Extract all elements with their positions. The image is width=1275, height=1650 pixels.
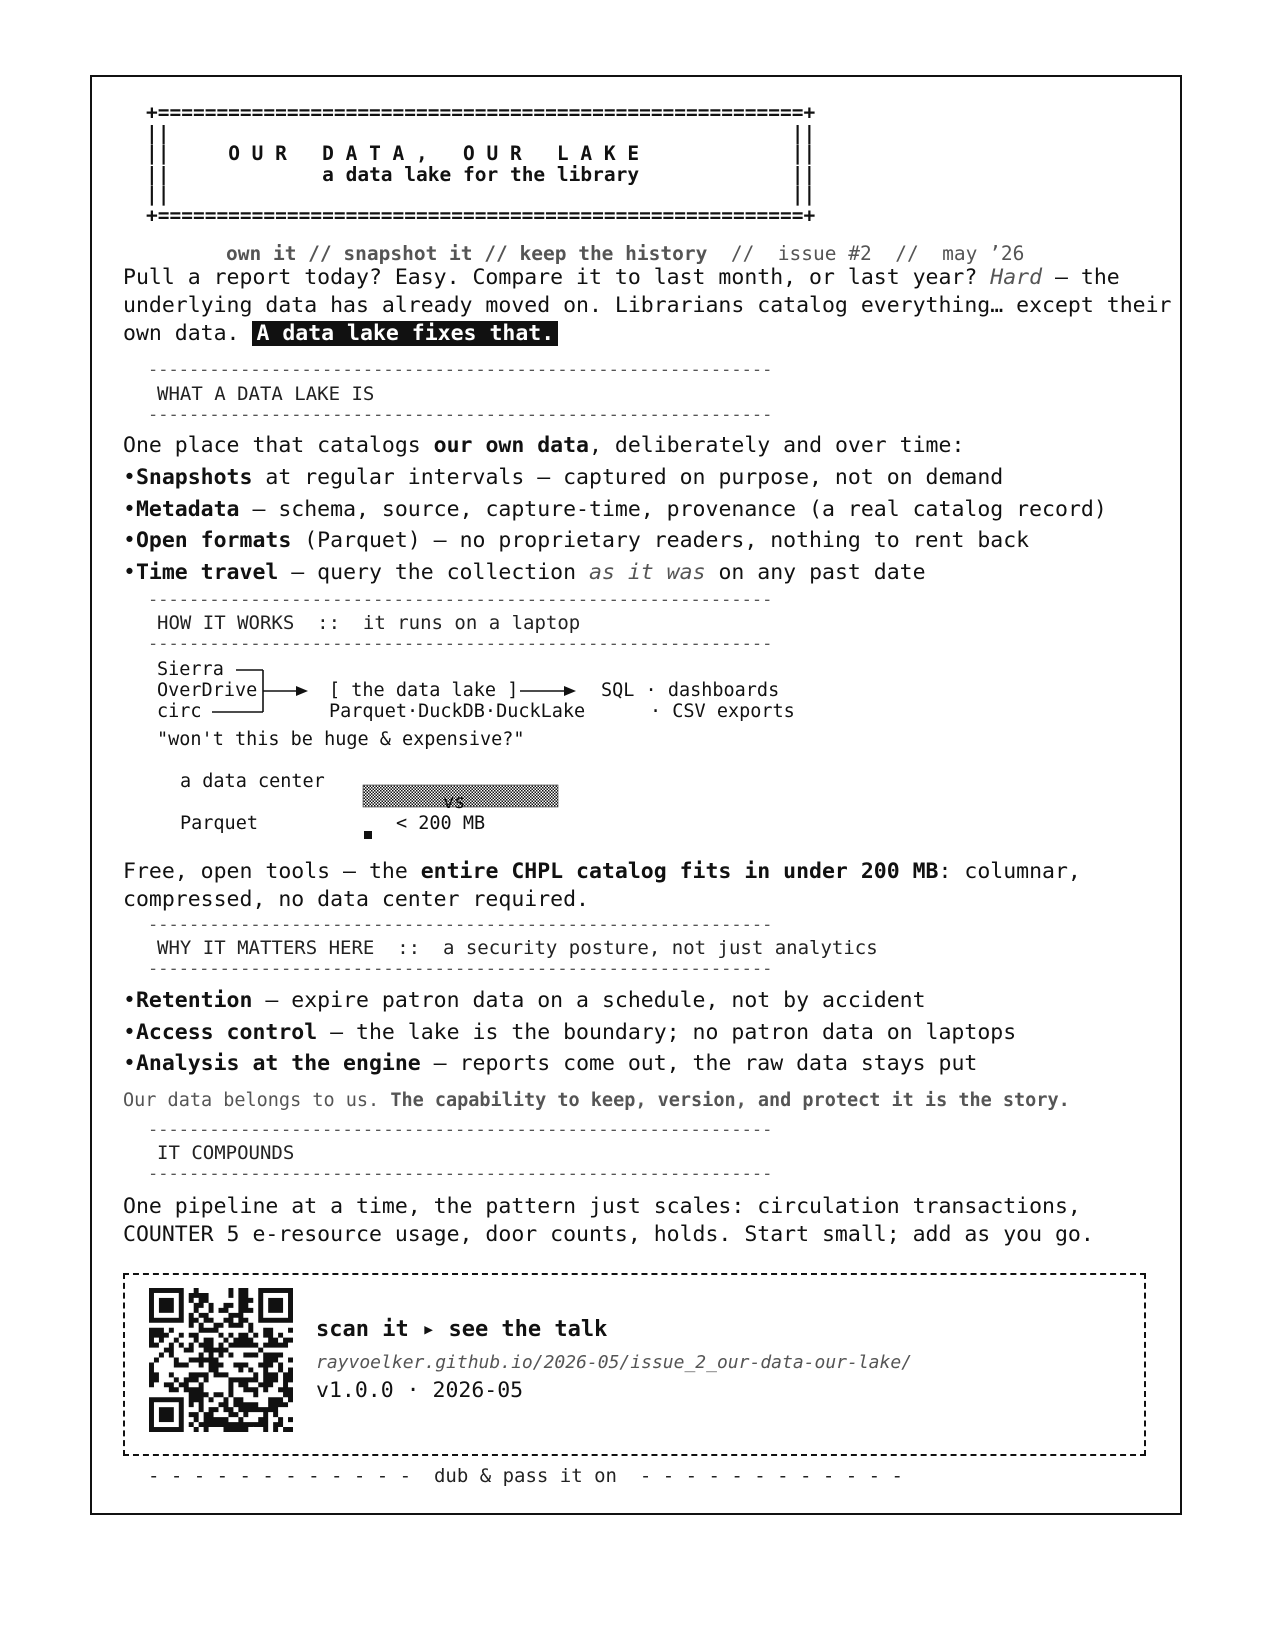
version-label: v1.0.0 · 2026-05 xyxy=(316,1378,524,1403)
section-rule: ------------------------------------------------------------- xyxy=(148,915,773,935)
section4-text: One pipeline at a time, the pattern just scales: circulation transactions, COUNTER 5 e-resource usage, door counts, holds. Start small; add as you go. xyxy=(123,1194,1094,1247)
motto: own it // snapshot it // keep the history xyxy=(226,242,708,265)
talk-url[interactable]: rayvoelker.github.io/2026-05/issue_2_our-data-our-lake/ xyxy=(316,1352,913,1373)
section-rule: ------------------------------------------------------------- xyxy=(148,1120,773,1140)
intro-paragraph: Pull a report today? Easy. Compare it to last month, or last year? Hard — the underlying data has already moved on. Librarians catalog everything… except their own data. A data lake fixes that. xyxy=(123,265,1172,346)
masthead-title: O U R D A T A , O U R L A K E xyxy=(228,142,640,165)
issue-date: may ’26 xyxy=(942,242,1025,265)
compare-vs: vs xyxy=(443,792,466,813)
section-heading-what: WHAT A DATA LAKE IS xyxy=(157,383,375,405)
compare-label-parquet: Parquet xyxy=(180,813,258,834)
masthead-subtitle: a data lake for the library xyxy=(322,162,640,186)
data-lake-stack: Parquet·DuckDB·DuckLake xyxy=(329,701,586,722)
section-rule: ------------------------------------------------------------- xyxy=(148,634,773,654)
list-item: • Metadata — schema, source, capture-time, provenance (a real catalog record) xyxy=(123,494,1107,526)
masthead-banner: +=======================================================+ || || || O U R D A T A , O U R L A K E || || a data lake for the library || || || +=======================================================+ xyxy=(146,101,816,227)
size-question: "won't this be huge & expensive?" xyxy=(157,729,525,750)
compare-label-datacenter: a data center xyxy=(180,771,325,792)
section-rule: ------------------------------------------------------------- xyxy=(148,1164,773,1184)
section1-lead: One place that catalogs our own data, deliberately and over time: xyxy=(123,433,965,458)
list-item: • Retention — expire patron data on a schedule, not by accident xyxy=(123,985,1016,1017)
section-rule: ------------------------------------------------------------- xyxy=(148,405,773,425)
footer-pass-it-on: - - - - - - - - - - - - dub & pass it on - - - - - - - - - - - - xyxy=(148,1465,903,1487)
source-sierra: Sierra xyxy=(157,659,224,680)
intro-highlight: A data lake fixes that. xyxy=(252,321,558,346)
ownership-note: Our data belongs to us. The capability to keep, version, and protect it is the story. xyxy=(123,1090,1070,1111)
list-item: • Snapshots at regular intervals — captured on purpose, not on demand xyxy=(123,462,1107,494)
qr-cta: scan it ▸ see the talk xyxy=(316,1317,608,1342)
section-heading-how: HOW IT WORKS :: it runs on a laptop xyxy=(157,612,581,634)
section2-closing: Free, open tools — the entire CHPL catalog fits in under 200 MB: columnar, compressed, no data center required. xyxy=(123,859,1081,912)
list-item: • Access control — the lake is the boundary; no patron data on laptops xyxy=(123,1017,1016,1049)
parquet-bar xyxy=(364,831,372,839)
section-rule: ------------------------------------------------------------- xyxy=(148,959,773,979)
output-csv: · CSV exports xyxy=(650,701,795,722)
list-item: • Open formats (Parquet) — no proprietary readers, nothing to rent back xyxy=(123,525,1107,557)
data-lake-node: [ the data lake ] xyxy=(329,680,519,701)
list-item: • Analysis at the engine — reports come out, the raw data stays put xyxy=(123,1048,1016,1080)
section-heading-why: WHY IT MATTERS HERE :: a security posture, not just analytics xyxy=(157,937,878,959)
source-overdrive: OverDrive xyxy=(157,680,258,701)
banner-rule-bottom: +=======================================================+ xyxy=(146,203,816,227)
section-heading-compounds: IT COMPOUNDS xyxy=(157,1142,295,1164)
output-sql: SQL · dashboards xyxy=(601,680,780,701)
compare-value-parquet: < 200 MB xyxy=(396,813,486,834)
pipeline-connectors xyxy=(0,0,1275,760)
section-rule: ------------------------------------------------------------- xyxy=(148,590,773,610)
tagline: own it // snapshot it // keep the history // issue #2 // may ’26 xyxy=(226,242,1025,265)
qr-code-icon[interactable] xyxy=(149,1288,293,1432)
banner-rule-top: +=======================================================+ xyxy=(146,101,816,124)
section-rule: ------------------------------------------------------------- xyxy=(148,360,773,380)
list-item: • Time travel — query the collection as it was on any past date xyxy=(123,557,1107,589)
issue-number: issue #2 xyxy=(777,242,872,265)
security-list xyxy=(123,985,1016,1080)
source-circ: circ xyxy=(157,701,202,722)
